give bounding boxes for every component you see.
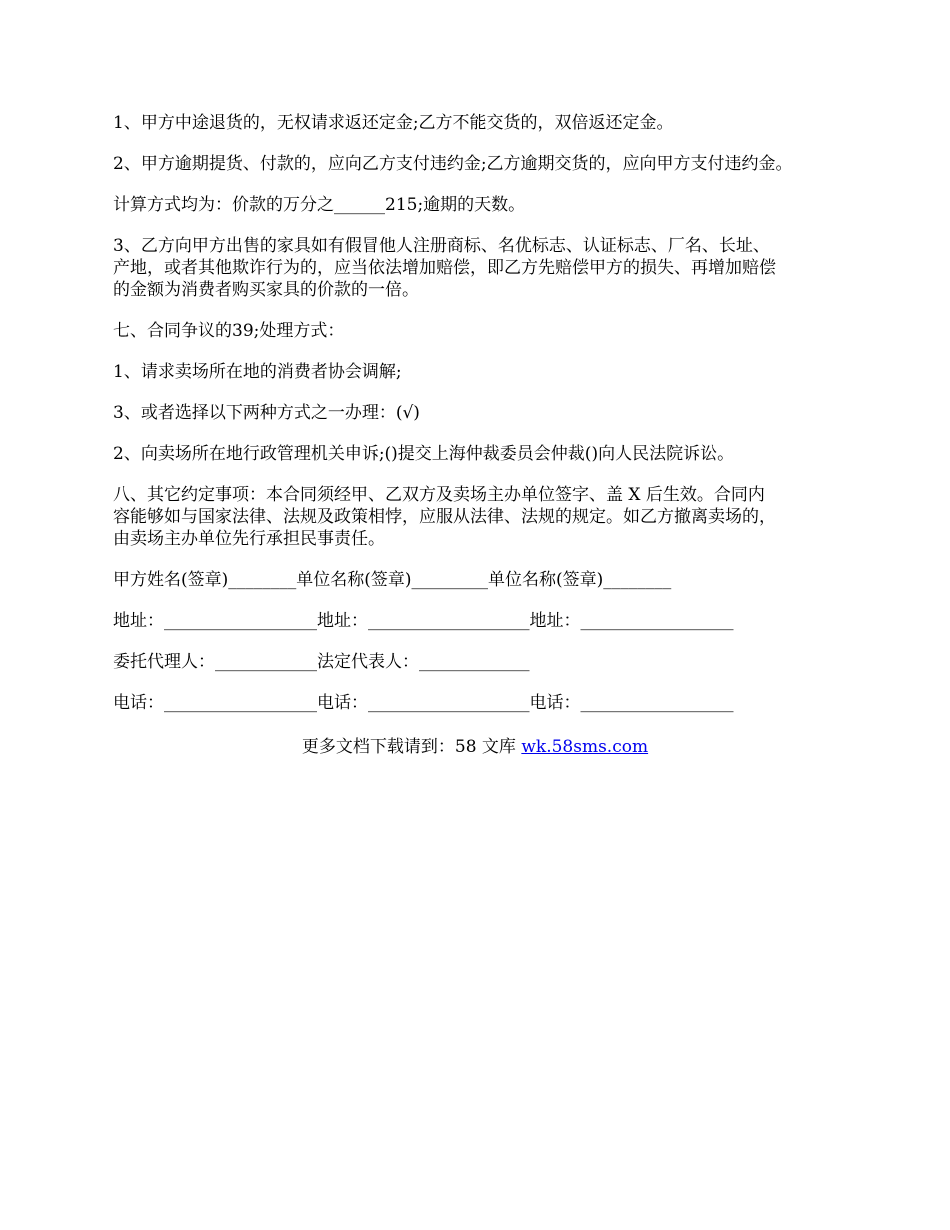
section-7-item-2: 2、向卖场所在地行政管理机关申诉;()提交上海仲裁委员会仲裁()向人民法院诉讼。	[113, 444, 735, 464]
section-7-title: 七、合同争议的39;处理方式：	[113, 321, 345, 341]
section-8-paragraph	[113, 484, 853, 550]
document-body	[113, 112, 853, 733]
section-7-item-1: 1、请求卖场所在地的消费者协会调解;	[113, 362, 402, 382]
footer-link[interactable]: wk.58sms.com	[521, 737, 649, 757]
clause-3-line-2: 产地，或者其他欺诈行为的，应当依法增加赔偿，即乙方先赔偿甲方的损失、再增加赔偿	[113, 258, 776, 278]
download-footer	[0, 736, 950, 758]
calculation-paragraph: 计算方式均为：价款的万分之______215;逾期的天数。	[113, 195, 526, 215]
clause-1-paragraph: 1、甲方中途退货的，无权请求返还定金;乙方不能交货的，双倍返还定金。	[113, 113, 674, 133]
footer-text: 更多文档下载请到：58 文库	[301, 737, 522, 757]
section-7-item-3: 3、或者选择以下两种方式之一办理：(√)	[113, 403, 420, 423]
clause-2-paragraph: 2、甲方逾期提货、付款的，应向乙方支付违约金;乙方逾期交货的，应向甲方支付违约金。	[113, 154, 793, 174]
signature-agent-row: 委托代理人：____________法定代表人：_____________	[113, 652, 530, 672]
clause-3-line-1: 3、乙方向甲方出售的家具如有假冒他人注册商标、名优标志、认证标志、厂名、长址、	[113, 236, 770, 256]
signature-address-row: 地址：__________________地址：___________________地址：__________________	[113, 611, 734, 631]
section-8-line-2: 容能够如与国家法律、法规及政策相悖，应服从法律、法规的规定。如乙方撤离卖场的，	[113, 507, 776, 527]
signature-names-row: 甲方姓名(签章)________单位名称(签章)_________单位名称(签章)________	[113, 570, 672, 590]
section-8-line-3: 由卖场主办单位先行承担民事责任。	[113, 529, 385, 549]
clause-3-paragraph	[113, 235, 853, 301]
clause-3-line-3: 的金额为消费者购买家具的价款的一倍。	[113, 280, 419, 300]
section-8-line-1: 八、其它约定事项：本合同须经甲、乙双方及卖场主办单位签字、盖 X 后生效。合同内	[113, 485, 765, 505]
signature-phone-row: 电话：__________________电话：___________________电话：__________________	[113, 693, 734, 713]
